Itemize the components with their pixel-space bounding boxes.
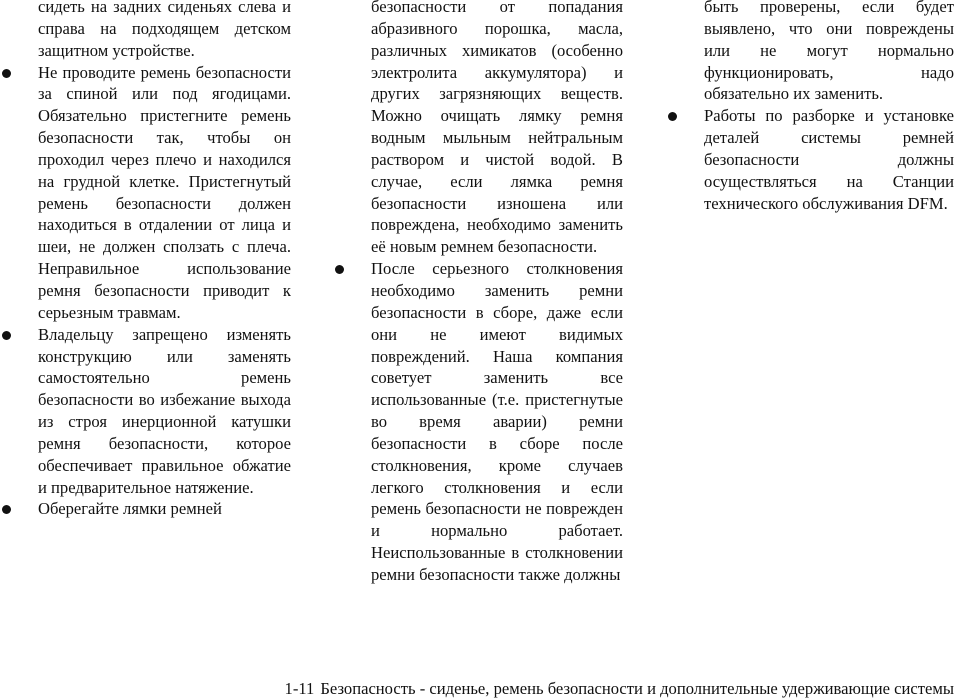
- bullet-item: [0, 498, 291, 520]
- page-number: 1-11: [284, 679, 315, 698]
- bullet-item: [333, 258, 623, 586]
- paragraph-text: Владельцу запрещено изменять конструкцию или заменять самостоятельно ремень безопасности во избежание выхода из строя инерционной катушки ремня безопасности, которое обеспечивает правильное обжатие и предварительное натяжение.: [38, 324, 291, 497]
- bullet-icon: [0, 324, 38, 346]
- text-column-2: [333, 0, 623, 586]
- text-column-3: [666, 0, 954, 214]
- bullet-icon: [666, 105, 704, 127]
- paragraph-continuation: [333, 0, 623, 258]
- bullet-icon: [0, 498, 38, 520]
- text-column-1: [0, 0, 291, 520]
- paragraph-continuation: [0, 0, 291, 62]
- bullet-icon: [333, 258, 371, 280]
- paragraph-text: Оберегайте лямки ремней: [38, 499, 222, 519]
- paragraph-text: сидеть на задних сиденьях слева и справа на подходящем детском защитном устройстве.: [38, 0, 291, 60]
- paragraph-text: безопасности от попадания абразивного порошка, масла, различных химикатов (особенно электролита аккумулятора) и других загрязняющих веществ. Можно очищать лямку ремня водным мыльным нейтральным раствором и чистой водой. В случае, если лямка ремня безопасности изношена или повреждена, необходимо заменить её новым ремнем безопасности.: [371, 0, 623, 257]
- bullet-item: [666, 105, 954, 214]
- paragraph-text: После серьезного столкновения необходимо заменить ремни безопасности в сборе, даже если они не имеют видимых повреждений. Наша компания советует заменить все использованные (т.е. пристегнутые во время аварии) ремни безопасности в сборе после столкновения, кроме случаев легкого столкновения и если ремень безопасности не поврежден и нормально работает. Неиспользованные в столкновении ремни безопасности также должны: [371, 259, 623, 584]
- paragraph-text: быть проверены, если будет выявлено, что они повреждены или не могут нормально функционировать, надо обязательно их заменить.: [704, 0, 954, 104]
- paragraph-text: Работы по разборке и установке деталей системы ремней безопасности должны осуществляться на Станции технического обслуживания DFM.: [704, 106, 954, 213]
- paragraph-continuation: [666, 0, 954, 105]
- bullet-icon: [0, 62, 38, 84]
- bullet-item: [0, 324, 291, 499]
- section-title: Безопасность - сиденье, ремень безопасности и дополнительные удерживающие системы: [320, 679, 954, 698]
- paragraph-text: Не проводите ремень безопасности за спиной или под ягодицами. Обязательно пристегните ремень безопасности так, чтобы он проходил через плечо и находился на грудной клетке. Пристегнутый ремень безопасности должен находиться в отдалении от лица и шеи, не должен сползать с плеча. Неправильное использование ремня безопасности приводит к серьезным травмам.: [38, 62, 291, 322]
- page-footer: [0, 678, 954, 699]
- bullet-item: [0, 62, 291, 324]
